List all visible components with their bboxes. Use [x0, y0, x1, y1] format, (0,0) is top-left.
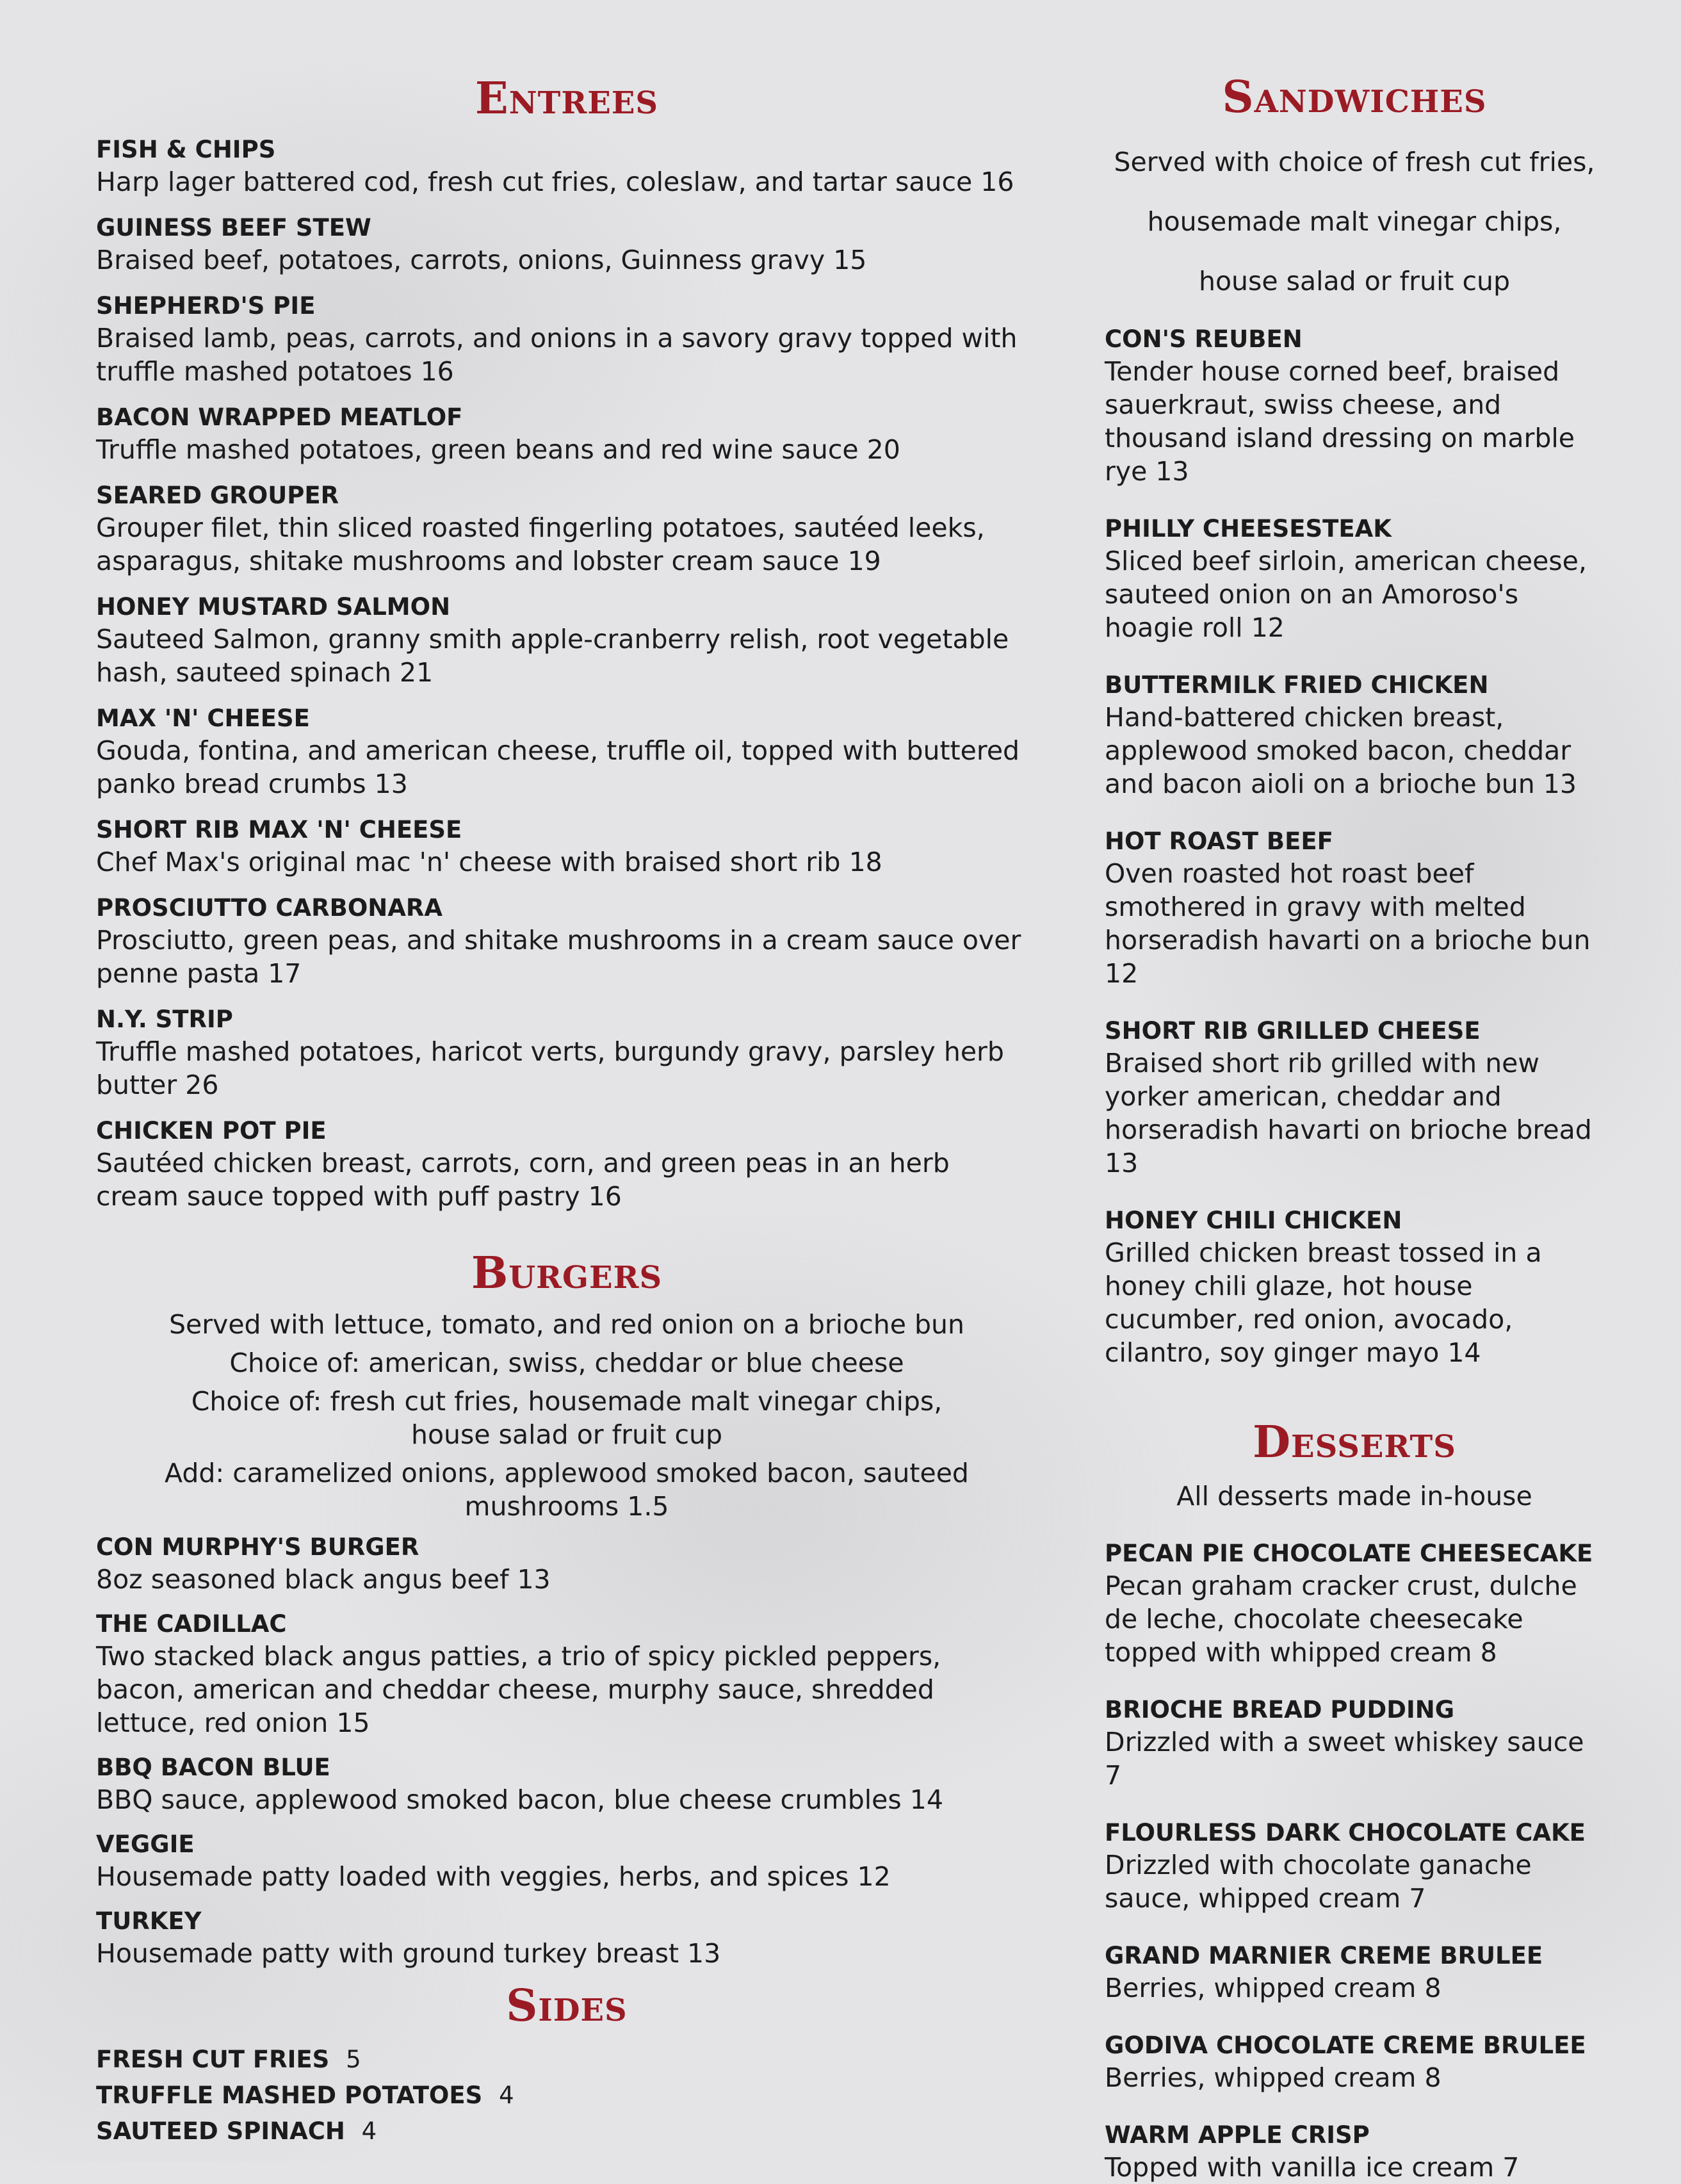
sandwiches-list [1105, 324, 1604, 1369]
item-description: Pecan graham cracker crust, dulche de leche, chocolate cheesecake topped with whipped cream 8 [1105, 1570, 1577, 1668]
item-description: Harp lager battered cod, fresh cut fries, coleslaw, and tartar sauce 16 [96, 167, 1014, 197]
burgers-intro-line: Choice of: fresh cut fries, housemade malt vinegar chips, [191, 1386, 943, 1417]
item-description: Berries, whipped cream 8 [1105, 2062, 1441, 2093]
side-price: 4 [361, 2117, 377, 2145]
item-description: Topped with vanilla ice cream 7 [1105, 2152, 1520, 2183]
sandwiches-intro-line: house salad or fruit cup [1198, 266, 1511, 297]
menu-item [1105, 1538, 1604, 1669]
menu-item [96, 1609, 1037, 1740]
item-name: BUTTERMILK FRIED CHICKEN [1105, 671, 1489, 699]
item-description: BBQ sauce, applewood smoked bacon, blue cheese crumbles 14 [96, 1784, 943, 1815]
menu-item [96, 480, 1037, 578]
item-description: Hand-battered chicken breast, applewood smoked bacon, cheddar and bacon aioli on a brioche bun 13 [1105, 702, 1577, 799]
item-description: Gouda, fontina, and american cheese, truffle oil, topped with buttered panko bread crumbs 13 [96, 735, 1020, 799]
item-description: Drizzled with chocolate ganache sauce, whipped cream 7 [1105, 1850, 1532, 1914]
menu-item [96, 1906, 1037, 1970]
item-name: CHICKEN POT PIE [96, 1117, 327, 1145]
item-name: THE CADILLAC [96, 1610, 287, 1638]
item-description: Berries, whipped cream 8 [1105, 1973, 1441, 2003]
menu-item [96, 402, 1037, 466]
burgers-intro-line: house salad or fruit cup [410, 1419, 723, 1450]
item-name: SEARED GROUPER [96, 482, 339, 509]
item-description: Tender house corned beef, braised sauerkraut, swiss cheese, and thousand island dressing on marble rye 13 [1105, 356, 1575, 487]
item-description: Sautéed chicken breast, carrots, corn, and green peas in an herb cream sauce topped with puff pastry 16 [96, 1148, 950, 1212]
item-description: Truffle mashed potatoes, haricot verts, burgundy gravy, parsley herb butter 26 [96, 1036, 1004, 1100]
menu-item [96, 592, 1037, 689]
entrees-heading: Entrees [475, 73, 659, 124]
item-name: SHORT RIB MAX 'N' CHEESE [96, 816, 462, 843]
item-name: GRAND MARNIER CREME BRULEE [1105, 1942, 1543, 1969]
burgers-heading: Burgers [471, 1248, 663, 1299]
item-description: Chef Max's original mac 'n' cheese with braised short rib 18 [96, 847, 882, 877]
item-description: Housemade patty loaded with veggies, herbs, and spices 12 [96, 1861, 891, 1892]
menu-item [96, 134, 1037, 199]
menu-item [96, 291, 1037, 388]
burgers-list [96, 1532, 1037, 1970]
desserts-list [1105, 1538, 1604, 2184]
menu-item [1105, 2030, 1604, 2094]
menu-item [1105, 1695, 1604, 1792]
item-name: MAX 'N' CHEESE [96, 705, 310, 732]
item-name: PHILLY CHEESESTEAK [1105, 515, 1392, 542]
menu-item [96, 1532, 1037, 1596]
menu-item [1105, 2120, 1604, 2184]
item-name: FISH & CHIPS [96, 136, 276, 163]
side-item [96, 2042, 1037, 2078]
item-description: Drizzled with a sweet whiskey sauce 7 [1105, 1727, 1584, 1791]
menu-item [96, 1752, 1037, 1816]
left-column [96, 0, 1037, 2149]
item-name: BRIOCHE BREAD PUDDING [1105, 1696, 1455, 1724]
item-description: 8oz seasoned black angus beef 13 [96, 1564, 551, 1595]
item-name: TURKEY [96, 1907, 202, 1935]
menu-item [96, 893, 1037, 990]
menu-item [1105, 324, 1604, 488]
entrees-list [96, 134, 1037, 1213]
item-name: GODIVA CHOCOLATE CREME BRULEE [1105, 2032, 1586, 2059]
item-description: Grouper filet, thin sliced roasted fingerling potatoes, sautéed leeks, asparagus, shitake mushrooms and lobster cream sauce 19 [96, 512, 985, 576]
side-price: 5 [346, 2046, 361, 2073]
item-description: Sauteed Salmon, granny smith apple-cranberry relish, root vegetable hash, sauteed spinach 21 [96, 624, 1009, 688]
menu-item [96, 703, 1037, 801]
item-name: SHEPHERD'S PIE [96, 292, 316, 320]
menu-item [1105, 514, 1604, 644]
side-item [96, 2114, 1037, 2149]
sandwiches-intro-line: Served with choice of fresh cut fries, [1114, 147, 1595, 177]
menu-item [96, 815, 1037, 879]
item-name: N.Y. STRIP [96, 1006, 233, 1033]
item-name: FLOURLESS DARK CHOCOLATE CAKE [1105, 1819, 1586, 1846]
item-description: Two stacked black angus patties, a trio of spicy pickled peppers, bacon, american and cheddar cheese, murphy sauce, shredded lettuce, red onion 15 [96, 1641, 941, 1738]
item-description: Prosciutto, green peas, and shitake mushrooms in a cream sauce over penne pasta 17 [96, 925, 1021, 989]
sandwiches-intro-line: housemade malt vinegar chips, [1147, 206, 1562, 237]
menu-item [1105, 1205, 1604, 1369]
menu-item [1105, 1016, 1604, 1180]
item-name: PROSCIUTTO CARBONARA [96, 894, 443, 922]
desserts-heading: Desserts [1253, 1417, 1456, 1468]
side-name: SAUTEED SPINACH [96, 2117, 345, 2145]
menu-item [1105, 1941, 1604, 2005]
item-name: WARM APPLE CRISP [1105, 2121, 1370, 2149]
sides-heading: Sides [506, 1980, 628, 2032]
side-item [96, 2078, 1037, 2114]
burgers-intro-line: Choice of: american, swiss, cheddar or blue cheese [229, 1348, 904, 1378]
side-name: TRUFFLE MASHED POTATOES [96, 2082, 483, 2109]
burgers-intro-line: Add: caramelized onions, applewood smoked bacon, sauteed mushrooms 1.5 [165, 1458, 969, 1522]
item-description: Truffle mashed potatoes, green beans and red wine sauce 20 [96, 434, 900, 465]
menu-item [1105, 670, 1604, 801]
item-name: CON MURPHY'S BURGER [96, 1533, 419, 1561]
item-name: HOT ROAST BEEF [1105, 827, 1333, 855]
sandwiches-intro [1105, 145, 1604, 298]
item-name: HONEY CHILI CHICKEN [1105, 1207, 1402, 1234]
item-description: Braised lamb, peas, carrots, and onions in a savory gravy topped with truffle mashed potatoes 16 [96, 323, 1018, 387]
item-description: Grilled chicken breast tossed in a honey chili glaze, hot house cucumber, red onion, avocado, cilantro, soy ginger mayo 14 [1105, 1237, 1542, 1368]
item-name: BBQ BACON BLUE [96, 1754, 330, 1781]
menu-item [96, 1004, 1037, 1102]
item-name: HONEY MUSTARD SALMON [96, 593, 451, 621]
item-name: SHORT RIB GRILLED CHEESE [1105, 1017, 1481, 1045]
item-name: CON'S REUBEN [1105, 325, 1303, 353]
side-price: 4 [499, 2082, 514, 2109]
menu-item [96, 213, 1037, 277]
side-name: FRESH CUT FRIES [96, 2046, 330, 2073]
menu-item [96, 1829, 1037, 1893]
item-name: BACON WRAPPED MEATLOF [96, 403, 463, 431]
item-description: Housemade patty with ground turkey breast 13 [96, 1938, 721, 1969]
desserts-intro: All desserts made in-house [1176, 1481, 1532, 1512]
item-name: GUINESS BEEF STEW [96, 214, 371, 241]
item-description: Sliced beef sirloin, american cheese, sauteed onion on an Amoroso's hoagie roll 12 [1105, 546, 1587, 643]
menu-item [1105, 826, 1604, 990]
sides-list [96, 2042, 1037, 2149]
item-name: VEGGIE [96, 1830, 195, 1858]
menu-item [96, 1116, 1037, 1213]
item-description: Braised beef, potatoes, carrots, onions, Guinness gravy 15 [96, 245, 867, 275]
burgers-intro [96, 1308, 1037, 1523]
menu-item [1105, 1818, 1604, 1915]
item-name: PECAN PIE CHOCOLATE CHEESECAKE [1105, 1540, 1593, 1567]
item-description: Oven roasted hot roast beef smothered in gravy with melted horseradish havarti on a brioche bun 12 [1105, 858, 1591, 989]
right-column [1105, 0, 1604, 2184]
item-description: Braised short rib grilled with new yorker american, cheddar and horseradish havarti on brioche bread 13 [1105, 1048, 1592, 1178]
burgers-intro-line: Served with lettuce, tomato, and red onion on a brioche bun [168, 1309, 965, 1340]
sandwiches-heading: Sandwiches [1222, 72, 1487, 123]
